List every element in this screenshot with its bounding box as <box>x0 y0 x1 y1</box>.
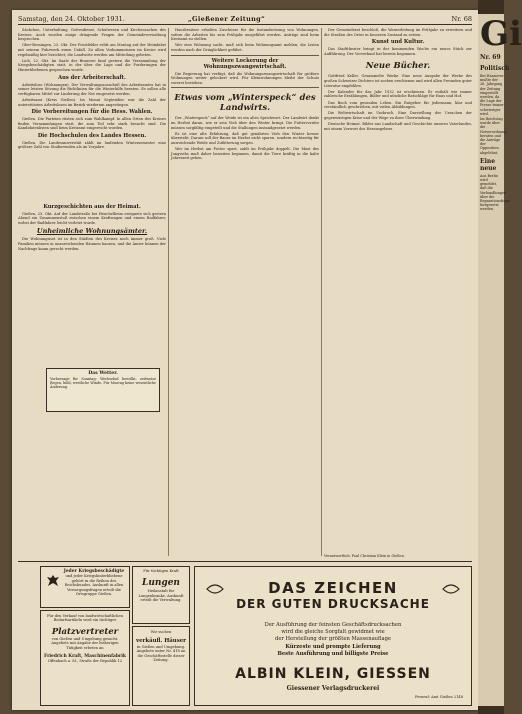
ad-company-sub: Giessener Verlagsdruckerei <box>286 685 380 692</box>
ad-phone: Fernruf: Amt Gießen 2148 <box>414 695 463 699</box>
adjacent-heading: Politisch <box>480 65 510 72</box>
section-heading: Die Vorbereitungen für die Hess. Wahlen. <box>31 109 153 116</box>
ad-title: Lungen <box>142 578 180 589</box>
column-left <box>18 28 166 556</box>
article-text: Die Regierung hat verfügt, daß die Wohnungszwangswirtschaft für größere Wohnungen weiter gelockert wird. Für Kleinwohnungen bleibt der Schutz vorerst bestehen. <box>171 71 319 85</box>
article-text: Säckchen, Unterhaltung, Gottesdienst, Schulwesen und Kirchensachen des Kreises. Auch wurden einige dringende Fragen der Gemeindeverwaltung besprochen. <box>18 28 166 42</box>
ad-signature: Friedrich Kraft, Maschinenfabrik <box>44 654 126 660</box>
ad-top-line: Für tüchtigen Kraft <box>143 569 179 573</box>
ad-lungen <box>132 566 190 624</box>
adjacent-text: Bei Hannover mußte der 26. Jahrgang der Zeitung eingestellt werden, da die Lage der Presse immer schwieriger wird. <box>480 74 504 116</box>
ad-text: und jeder Kriegshinterbliebene gehört in die Reihen des Reichsbundes. Auskunft in allen Versorgungsfragen erteilt die Ortsgruppe Gießen. <box>64 574 124 597</box>
article-text: Wer eine Wohnung sucht, muß sich beim Wohnungsamt melden; die Listen werden nach der Dringlichkeit geführt. <box>171 43 319 52</box>
ad-lead: Für den Verkauf von landwirtschaftlichen Bedarfsartikeln wird ein tüchtiger <box>47 614 123 623</box>
section-heading: Weitere Lockerung der Wohnungszwangswirtschaft. <box>203 57 287 70</box>
newspaper-title: „Gießener Zeitung“ <box>188 15 266 23</box>
article-text: Die Weltwirtschaft im Umbruch. Eine Darstellung der Ursachen der gegenwärtigen Krise und der Wege zu ihrer Überwindung. <box>324 111 472 120</box>
article-text: Gießen. Die Parteien rüsten sich zum Wahlkampf. In allen Orten des Kreises finden Versammlungen statt, die zum Teil sehr stark besucht sind. Die Kandidatenlisten sind beim Kreisamt eingereicht worden. <box>18 117 166 131</box>
ad-subheadline: DER GUTEN DRUCKSACHE <box>236 597 430 611</box>
column-divider <box>321 28 322 556</box>
ads-divider <box>18 561 472 562</box>
ad-text: in Gießen und Umgebung. Angebote unter Nr. 418 an die Geschäftsstelle dieser Zeitung. <box>136 644 186 663</box>
ad-reichsbund <box>40 566 130 608</box>
newspaper-page <box>12 10 478 710</box>
column-divider <box>168 28 169 556</box>
article-text: Gießen. Die Landesuniversität zählt im laufenden Wintersemester eine größere Zahl von Studierenden als im Vorjahre. <box>18 140 166 150</box>
ad-druckerei <box>194 566 472 706</box>
ad-top-line: Wir suchen <box>150 630 172 634</box>
article-text: Arbeitsamt (Kreis Gießen). Im Monat September war die Zahl der unterstützten Arbeitslosen im Bezirk wiederum angestiegen. <box>18 97 166 107</box>
ad-platzvertreter <box>40 610 130 706</box>
ad-title: Jeder Kriegsbeschädigte <box>63 569 125 574</box>
adjacent-heading: Eine neue <box>480 157 497 172</box>
header-date: Samstag, den 24. Oktober 1931. <box>18 15 125 23</box>
ad-company-name: ALBIN KLEIN, GIESSEN <box>235 666 431 682</box>
ad-body-line: Kürzeste und prompte Lieferung <box>285 643 381 650</box>
section-heading: Kunst und Kultur. <box>371 39 425 46</box>
section-heading-large: Neue Bücher. <box>365 61 431 72</box>
divider <box>171 87 319 88</box>
article-text: Das Stadttheater bringt in der kommenden Woche ein neues Stück zur Aufführung. Der Vorverkauf hat bereits begonnen. <box>324 47 472 56</box>
adjacent-masthead: Gi <box>480 14 522 54</box>
issue-number: Nr. 68 <box>451 15 472 23</box>
ad-text: von Gießen und Umgebung gesucht. Angebote mit Angabe der bisherigen Tätigkeit erbeten an <box>51 636 119 650</box>
article-text: Arbeitslose (Wohnungen). Der Verwaltungsausschuß des Arbeitsamtes hat in seiner letzten Sitzung die Richtlinien für die Winterhilfe beraten. Es sollen alle verfügbaren Mittel zur Linderung der Not eingesetzt werden. <box>18 82 166 96</box>
adjacent-page-edge <box>478 14 522 706</box>
ad-title: Platzvertreter <box>51 626 119 637</box>
article-text: Der Gemeinderat beschloß, die Wasserleitung im Frühjahr zu erweitern und die Straßen des Ortes in besseren Zustand zu setzen. <box>324 28 472 37</box>
adjacent-text: Aus Berlin wird gemeldet, daß die Verhandlungen über die Reparationsfrage fortgesetzt werden. <box>480 173 510 212</box>
article-text: Der Kalender für das Jahr 1932 ist erschienen. Er enthält wie immer zahlreiche Erzählungen, Bilder und nützliche Ratschläge für Haus und Hof. <box>324 89 472 99</box>
ad-body-line: Beste Ausführung und billigste Preise <box>277 650 389 657</box>
article-text: Es ist eine alte Erfahrung, daß gut genährtes Vieh den Winter besser übersteht. Darum soll der Bauer im Herbst nicht sparen, sondern rechtzeitig für ausreichende Weide und Zufütterung sorgen. <box>171 131 319 145</box>
article-text: Das Buch vom gesunden Leben. Ein Ratgeber für jedermann, klar und verständlich geschrieben, mit vielen Abbildungen. <box>324 100 472 110</box>
article-text: Die Wohnungsnot ist in den Städten des Kreises noch immer groß. Viele Familien müssen in unzureichenden Räumen hausen, und die Ämter können der Nachfrage kaum gerecht werden. <box>18 237 166 251</box>
ad-body-line: der Herstellung der größten Massenauflage <box>275 636 391 643</box>
ad-headline: DAS ZEICHEN <box>268 579 398 597</box>
article-text: Der „Winterspeck“ auf der Weide ist ein altes Sprichwort. Der Landwirt denkt im Herbst daran, wie er sein Vieh über den Winter bringt. Die Futtervorräte müssen sorgfältig eingeteilt und die Stallungen instandgesetzt werden. <box>171 116 319 130</box>
box-spacer <box>18 152 166 202</box>
weather-box-text: Vorhersage für Sonntag: Wechselnd bewölkt, zeitweise Regen, kühl, westliche Winde. Für Montag keine wesentliche Änderung. <box>50 376 156 389</box>
section-heading-large: Unheimliche Wohnungsämter. <box>36 227 148 236</box>
article-text: Wer im Herbst am Futter spart, zahlt im Frühjahr doppelt. Die Mast des Jungviehs muß daher beizeiten beginnen, damit die Tiere kräftig in die kalte Jahreszeit gehen. <box>171 147 319 161</box>
weather-box <box>46 368 160 412</box>
weather-box-title: Das Wetter. <box>88 371 118 376</box>
adjacent-text: Im Reichstag wurde über die Notverordnung beraten und die Anträge der Opposition abgelehnt. <box>480 117 507 155</box>
ad-haeuser <box>132 626 190 706</box>
ad-text: Heilanstalt für Lungenkranke, Auskunft erteilt die Verwaltung. <box>138 589 184 603</box>
page-header <box>18 14 472 25</box>
ad-body-line: Der Ausführung der feinsten Geschäftsdrucksachen <box>264 622 402 628</box>
section-heading: Kurzgeschichten aus der Heimat. <box>43 203 141 210</box>
eagle-icon <box>45 573 61 589</box>
imprint: Verantwortlich: Paul Christian Klein in Gießen. <box>324 554 405 558</box>
section-heading-large: Etwas vom „Winterspeck“ des Landwirts. <box>174 93 316 114</box>
ad-body-line: wird die gleiche Sorgfalt gewidmet wie <box>281 629 385 636</box>
article-text: Lich, 22. Okt. Im Saale der Brauerei fand gestern die Versammlung der Kriegsbeschädigten statt, in der über die Lage und die Forderungen der Hinterbliebenen gesprochen wurde. <box>18 58 166 72</box>
ad-body <box>215 622 451 658</box>
section-heading: Aus der Arbeiterschaft. <box>58 74 126 81</box>
article-text: Deutsche Heimat. Bilder aus Landschaft und Geschichte unseres Vaterlandes, mit einem Vorwort des Herausgebers. <box>324 122 472 131</box>
ad-address: Offenbach a. M., Straße der Republik 12 <box>47 659 123 664</box>
divider <box>171 55 319 56</box>
article-text: Gießen, 23. Okt. Auf der Landstraße bei Heuchelheim ereignete sich gestern Abend ein Zusammenstoß zwischen einem Kraftwagen und einem Radfahrer, wobei der Radfahrer leicht verletzt wurde. <box>18 211 166 225</box>
ad-title: verkäufl. Häuser <box>135 638 187 645</box>
article-text: Hausbesitzer erhalten Zuschüsse für die Instandsetzung von Wohnungen, sofern die Arbeiten bis zum Frühjahr ausgeführt werden. Anträge sind beim Kreisamt zu stellen. <box>171 28 319 42</box>
article-text: Gottfried Keller, Gesammelte Werke. Eine neue Ausgabe der Werke des großen Schweizer Dichters ist soeben erschienen und wird allen Freunden guter Literatur empfohlen. <box>324 74 472 88</box>
column-middle <box>171 28 319 556</box>
column-right <box>324 28 472 556</box>
article-text: Ober-Bessingen, 23. Okt. Der Frostfelder erlitt am Montag auf der Heimfahrt mit seinem Fuhrwerk einen Unfall. Zu allen Vorkommnissen im Kreise wird regelmäßig hier berichtet; die Landwirte werden um Mitteilung gebeten. <box>18 43 166 57</box>
adjacent-issue-number: Nr. 69 <box>480 54 501 61</box>
section-heading: Die Hochschulen des Landes Hessen. <box>37 132 147 139</box>
